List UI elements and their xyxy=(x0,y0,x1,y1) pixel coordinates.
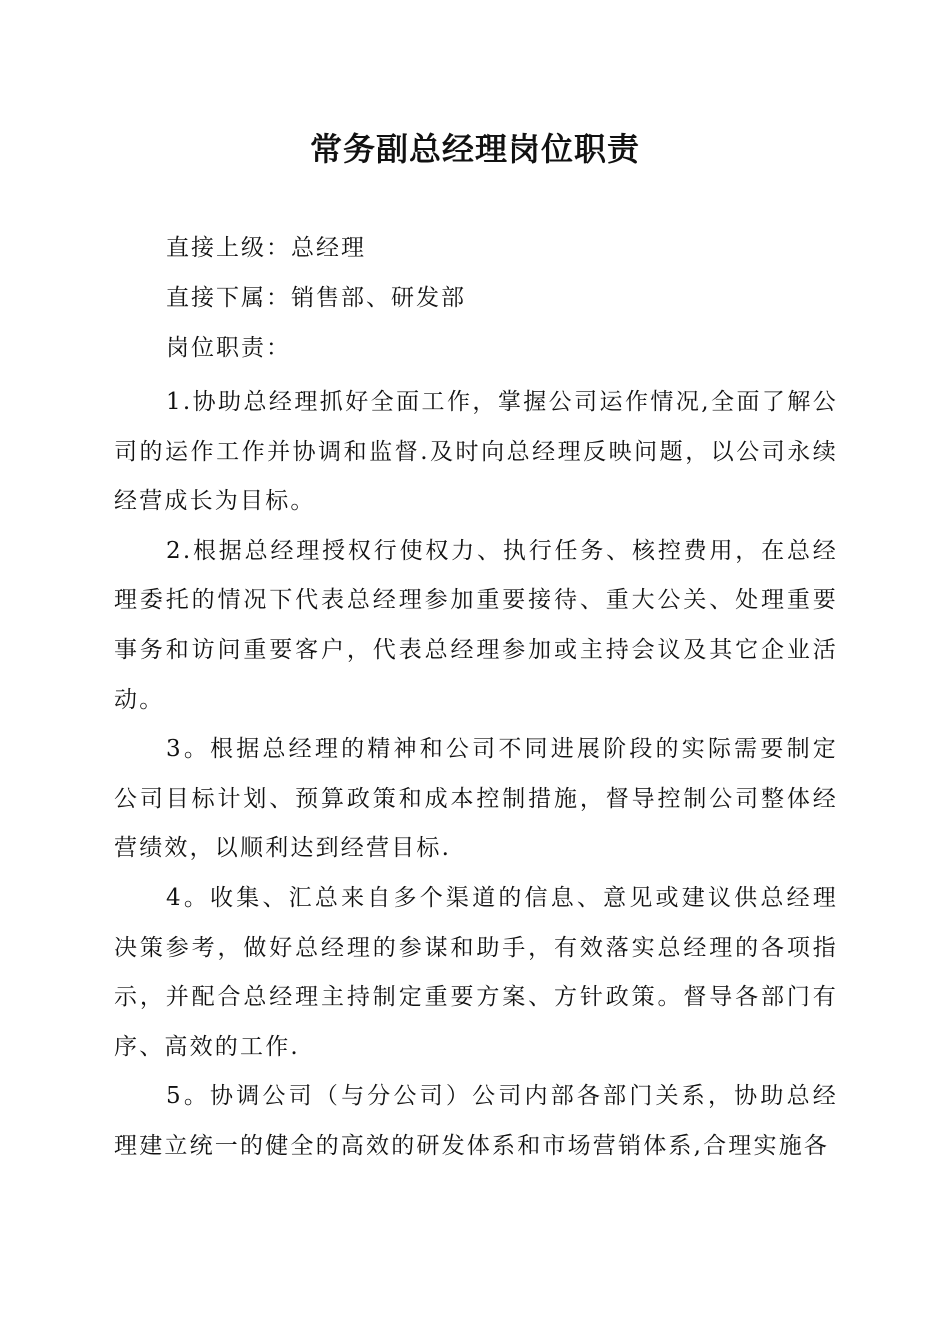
direct-superior-line: 直接上级：总经理 xyxy=(166,235,366,261)
document-title: 常务副总经理岗位职责 xyxy=(309,130,640,168)
duties-body xyxy=(114,378,838,1172)
duty-paragraph-5: 5。协调公司（与分公司）公司内部各部门关系，协助总经理建立统一的健全的高效的研发体系和市场营销体系,合理实施各 xyxy=(114,1083,838,1159)
duty-paragraph-1: 1.协助总经理抓好全面工作，掌握公司运作情况,全面了解公司的运作工作并协调和监督.及时向总经理反映问题，以公司永续经营成长为目标。 xyxy=(114,389,838,515)
duty-paragraph-3: 3。根据总经理的精神和公司不同进展阶段的实际需要制定公司目标计划、预算政策和成本控制措施，督导控制公司整体经营绩效，以顺利达到经营目标. xyxy=(114,736,838,862)
duty-paragraph-4: 4。收集、汇总来自多个渠道的信息、意见或建议供总经理决策参考，做好总经理的参谋和助手，有效落实总经理的各项指示，并配合总经理主持制定重要方案、方针政策。督导各部门有序、高效的工作. xyxy=(114,884,838,1060)
duty-paragraph-2: 2.根据总经理授权行使权力、执行任务、核控费用，在总经理委托的情况下代表总经理参加重要接待、重大公关、处理重要事务和访问重要客户，代表总经理参加或主持会议及其它企业活动。 xyxy=(114,537,838,713)
duties-heading: 岗位职责： xyxy=(166,335,291,361)
direct-subordinates-line: 直接下属：销售部、研发部 xyxy=(166,285,466,311)
